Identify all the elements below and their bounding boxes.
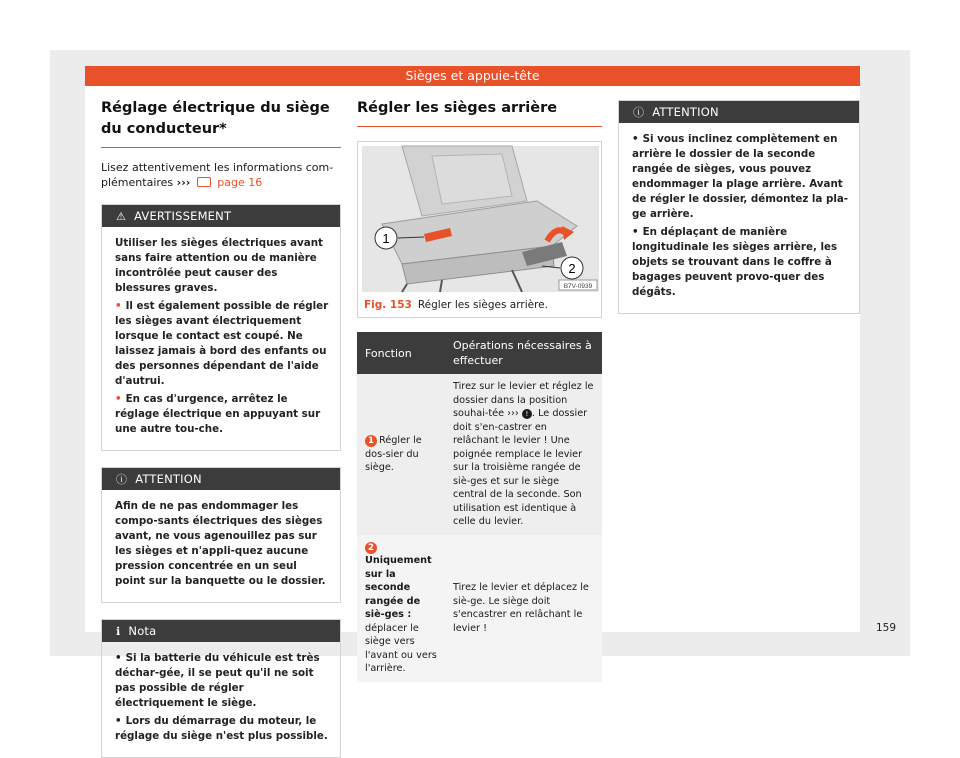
figure-caption: Fig. 153 Régler les sièges arrière. [364,299,548,311]
operation-cell: Tirez le levier et déplacez le siè-ge. Le siège doit s'encastrer en relâchant le levier ! [445,535,602,682]
note-info-icon: ℹ [116,625,121,638]
middle-column [357,98,602,682]
bullet-icon: • [115,300,122,312]
column-header: Opérations nécessaires à effectuer [445,332,602,374]
bullet-icon: • [115,652,122,664]
right-column [618,98,860,314]
bullet-icon: • [115,715,122,727]
note-body [102,642,340,757]
alert-icon: ! [522,409,532,419]
table-row [357,374,602,535]
warning-lead: Utiliser les sièges électriques avant sans faire attention ou de manière incontrôlée peut causer des blessures graves. [115,237,323,294]
note-box [101,619,341,758]
attention-body [619,123,859,313]
seat-illustration [362,146,597,292]
section-header: Sièges et appuie-tête [85,66,860,86]
attention-item: • En déplaçant de manière longitudinale les sièges arrière, les objets se trouvant dans le coffre à bagages peuvent provo-quer des dégâts. [632,226,838,298]
figure-callout-2: 2 [568,261,576,276]
figure-number: Fig. 153 [364,299,412,311]
rear-seat-drawing [362,146,599,292]
info-circle-icon: ⓘ [633,106,645,119]
page-ref-icon [197,177,211,187]
warning-box [101,204,341,451]
figure-callout-1: 1 [382,231,390,246]
note-item: • Lors du démarrage du moteur, le réglage du siège n'est plus possible. [115,715,328,742]
attention-body: Afin de ne pas endommager les compo-sants électriques des sièges avant, ne vous agenouillez pas sur les sièges et n'appli-quez aucune pression concentrée en un seul point sur la banquette ou le dossier. [115,500,326,587]
bullet-icon: • [632,133,639,145]
column-header: Fonction [357,332,445,374]
function-cell: 2Uniquement sur la seconde rangée de siè-ges : déplacer le siège vers l'avant ou vers l'arrière. [357,535,445,682]
heading-rule [101,147,341,148]
functions-table [357,332,602,682]
info-circle-icon: ⓘ [116,473,128,486]
attention-header: ⓘ ATTENTION [102,468,340,490]
callout-badge: 1 [365,435,377,447]
warning-triangle-icon: ⚠ [116,210,127,223]
function-cell: 1 Régler le dos-sier du siège. [357,374,445,535]
note-header: ℹ Nota [102,620,340,642]
warning-header: ⚠ AVERTISSEMENT [102,205,340,227]
operation-cell: Tirez sur le levier et réglez le dossier dans la position souhai-tée ››› ! . Le dossier doit s'en-castrer en relâchant le levier ! Une poignée remplace le levier sur la troisième rangée de siè-ges et sur le siège central de la seconde. Son utilisation est identique à celle du levier. [445,374,602,535]
bullet-icon: • [115,393,122,405]
page-number: 159 [876,622,897,634]
table-row [357,535,602,682]
figure-code: B7V-0939 [563,283,593,290]
attention-box [618,100,860,314]
section-heading: Régler les sièges arrière [357,100,558,116]
bullet-icon: • [632,226,639,238]
figure [357,141,602,318]
attention-box [101,467,341,603]
intro-text: Lisez attentivement les informations com-plémentaires ››› page 16 [101,161,334,189]
note-item: • Si la batterie du véhicule est très déchar-gée, il se peut qu'il ne soit pas possible de régler électriquement le siège. [115,652,320,709]
callout-badge: 2 [365,542,377,554]
left-column [101,98,341,758]
warning-item: • En cas d'urgence, arrêtez le réglage électrique en appuyant sur une autre tou-che. [115,393,321,435]
section-heading: Réglage électrique du siège du conducteur* [101,100,330,137]
warning-body [102,227,340,450]
table-header-row [357,332,602,374]
warning-item: • Il est également possible de régler les sièges avant électriquement lorsque le contact est coupé. Ne laissez jamais à bord des enfants ou des personnes dépendant de l'aide d'autrui. [115,300,329,387]
page-reference-link[interactable]: page 16 [217,176,263,189]
attention-header: ⓘ ATTENTION [619,101,859,123]
attention-item: • Si vous inclinez complètement en arrière le dossier de la seconde rangée de sièges, vous pouvez endommager la plage arrière. Avant de régler le dossier, démontez la pla-ge arrière. [632,133,849,220]
cross-ref-arrow: ››› [176,176,191,189]
heading-rule [357,126,602,127]
